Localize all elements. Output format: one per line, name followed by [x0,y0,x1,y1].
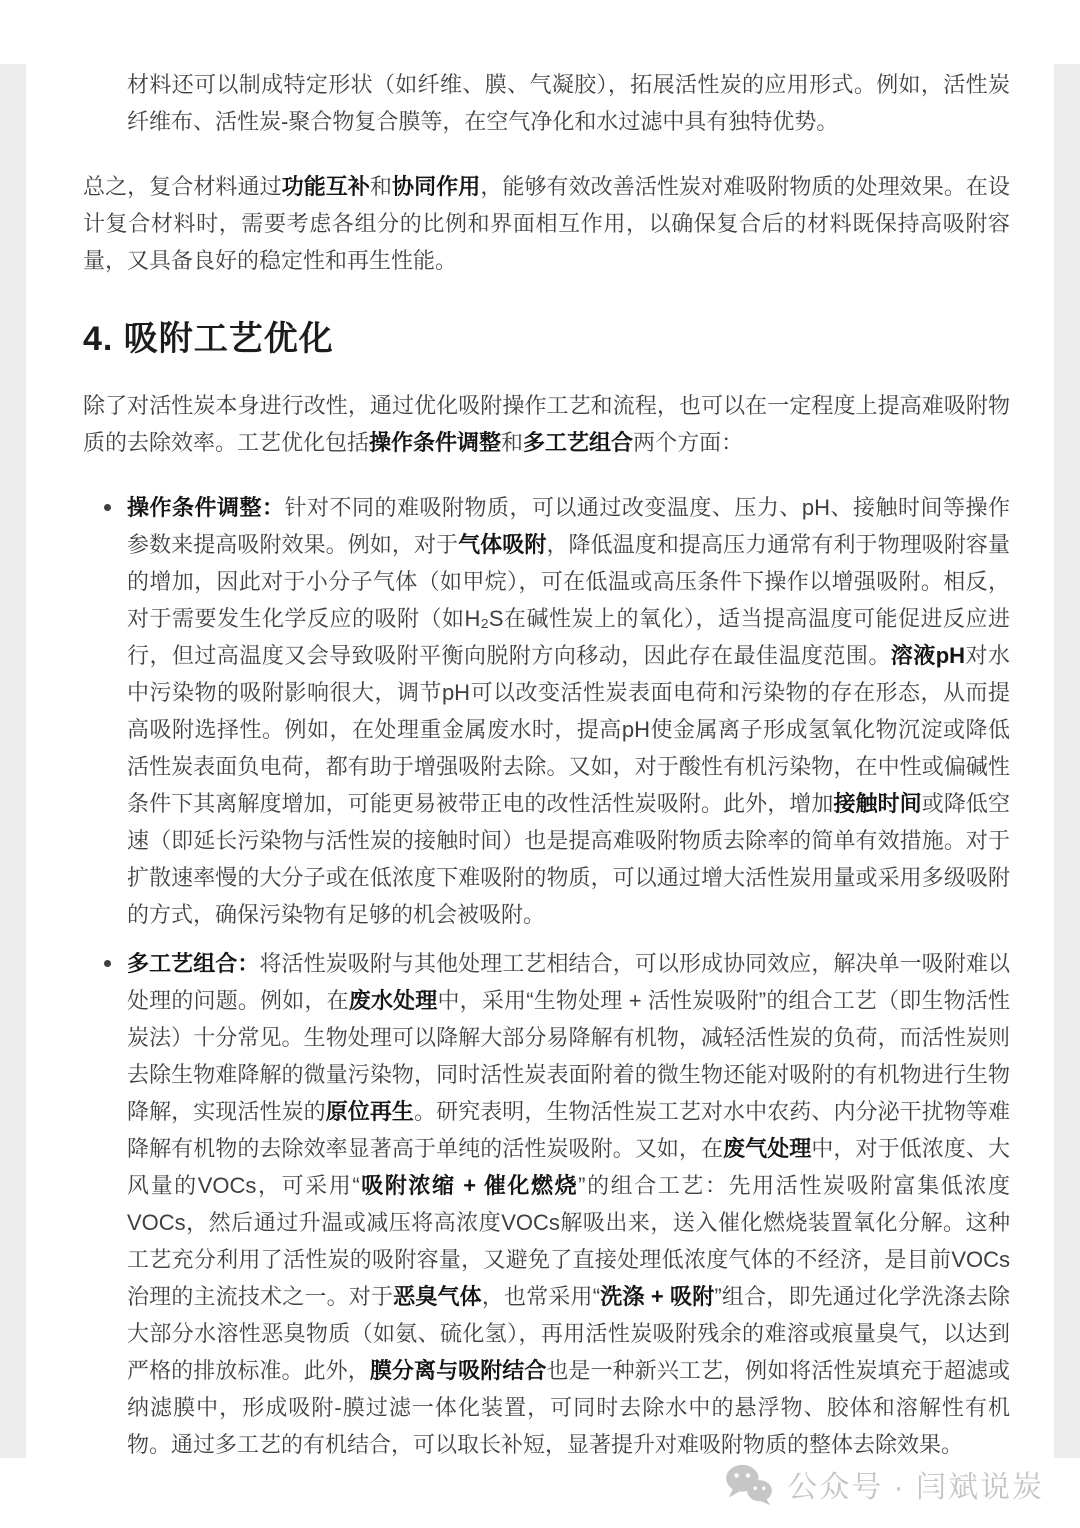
continuation-paragraph: 材料还可以制成特定形状（如纤维、膜、气凝胶），拓展活性炭的应用形式。例如，活性炭纤维布、活性炭-聚合物复合膜等，在空气净化和水过滤中具有独特优势。 [127,72,1010,134]
section-heading: 4. 吸附工艺优化 [83,320,334,358]
intro-paragraph: 除了对活性炭本身进行改性，通过优化吸附操作工艺和流程，也可以在一定程度上提高难吸附物质的去除效率。工艺优化包括操作条件调整和多工艺组合两个方面： [83,393,1010,455]
wechat-icon [724,1463,774,1505]
watermark-text: 公众号 · 闫斌说炭 [787,1471,1044,1504]
bullet-item-multi-process: 多工艺组合：将活性炭吸附与其他处理工艺相结合，可以形成协同效应，解决单一吸附难以处理的问题。例如，在废水处理中，采用“生物处理 + 活性炭吸附”的组合工艺（即生物活性炭法）十分常见。生物处理可以降解大部分易降解有机物，减轻活性炭的负荷，而活性炭则去除生物难降解的微量污染物，同时活性炭表面附着的微生物还能对吸附的有机物进行生物降解，实现活性炭的原位再生。研究表明，生物活性炭工艺对水中农药、内分泌干扰物等难降解有机物的去除效率显著高于单纯的活性炭吸附。又如，在废气处理中，对于低浓度、大风量的VOCs，可采用“吸附浓缩 + 催化燃烧”的组合工艺：先用活性炭吸附富集低浓度VOCs，然后通过升温或减压将高浓度VOCs解吸出来，送入催化燃烧装置氧化分解。这种工艺充分利用了活性炭的吸附容量，又避免了直接处理低浓度气体的不经济，是目前VOCs治理的主流技术之一。对于恶臭气体，也常采用“洗涤 + 吸附”组合，即先通过化学洗涤去除大部分水溶性恶臭物质（如氨、硫化氢），再用活性炭吸附残余的难溶或痕量臭气，以达到严格的排放标准。此外，膜分离与吸附结合也是一种新兴工艺，例如将活性炭填充于超滤或纳滤膜中，形成吸附-膜过滤一体化装置，可同时去除水中的悬浮物、胶体和溶解性有机物。通过多工艺的有机结合，可以取长补短，显著提升对难吸附物质的整体去除效果。 [127,945,1010,1463]
summary-paragraph: 总之，复合材料通过功能互补和协同作用，能够有效改善活性炭对难吸附物质的处理效果。在设计复合材料时，需要考虑各组分的比例和界面相互作用，以确保复合后的材料既保持高吸附容量，又具备良好的稳定性和再生性能。 [83,174,1010,273]
bullet-item-operating-conditions: 操作条件调整：针对不同的难吸附物质，可以通过改变温度、压力、pH、接触时间等操作参数来提高吸附效果。例如，对于气体吸附，降低温度和提高压力通常有利于物理吸附容量的增加，因此对于小分子气体（如甲烷），可在低温或高压条件下操作以增强吸附。相反，对于需要发生化学反应的吸附（如H₂S在碱性炭上的氧化），适当提高温度可能促进反应进行，但过高温度又会导致吸附平衡向脱附方向移动，因此存在最佳温度范围。溶液pH对水中污染物的吸附影响很大，调节pH可以改变活性炭表面电荷和污染物的存在形态，从而提高吸附选择性。例如，在处理重金属废水时，提高pH使金属离子形成氢氧化物沉淀或降低活性炭表面负电荷，都有助于增强吸附去除。又如，对于酸性有机污染物，在中性或偏碱性条件下其离解度增加，可能更易被带正电的改性活性炭吸附。此外，增加接触时间或降低空速（即延长污染物与活性炭的接触时间）也是提高难吸附物质去除率的简单有效措施。对于扩散速率慢的大分子或在低浓度下难吸附的物质，可以通过增大活性炭用量或采用多级吸附的方式，确保污染物有足够的机会被吸附。 [127,489,1010,933]
bullet-list [83,489,1010,1463]
watermark [724,1462,1044,1506]
